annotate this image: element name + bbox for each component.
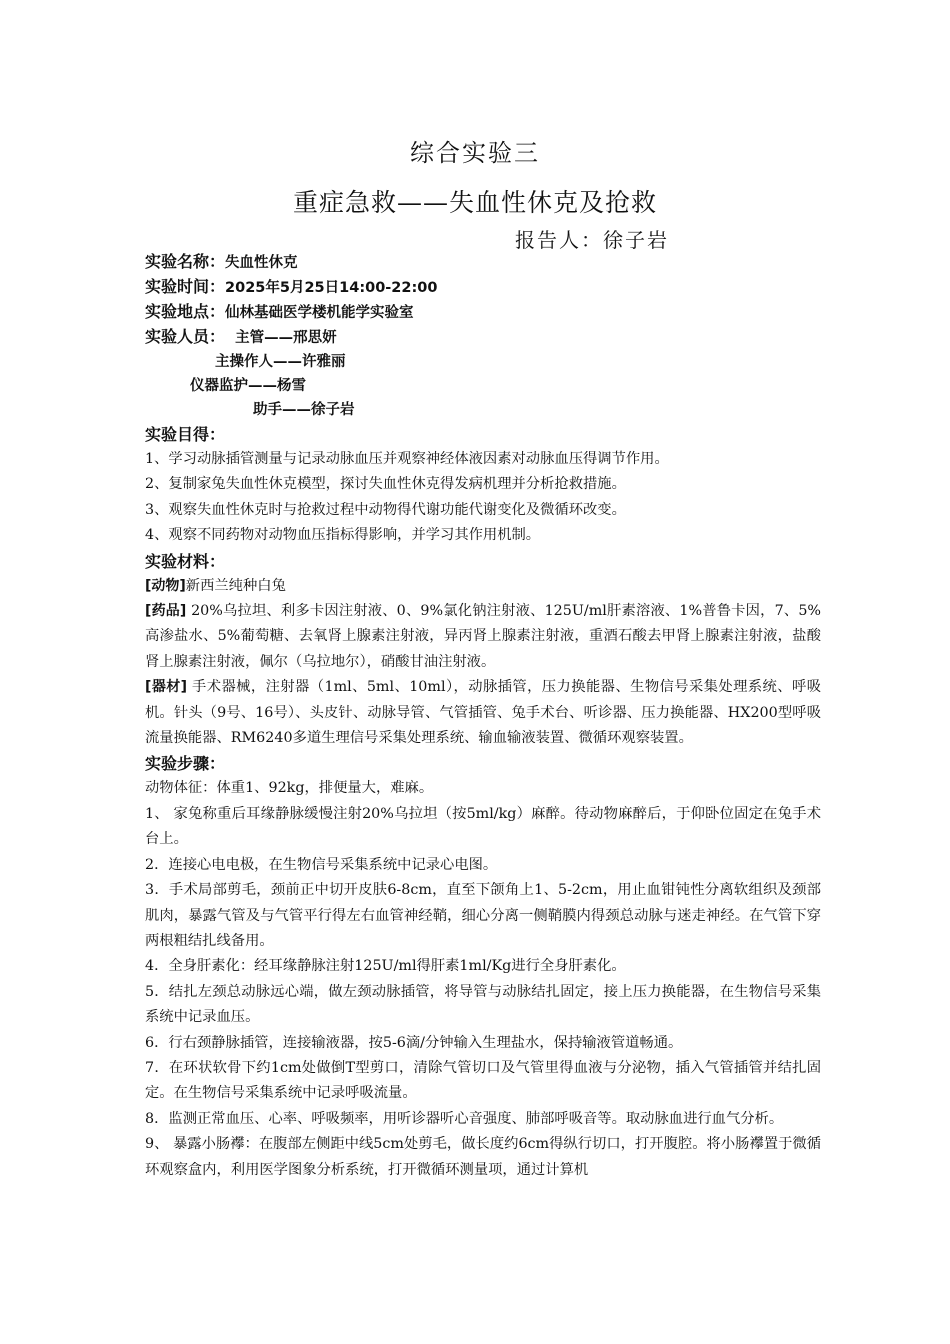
document-subtitle: 重症急救——失血性休克及抢救: [292, 188, 657, 217]
animal-text: 新西兰纯种白兔: [185, 577, 286, 594]
purpose-heading: 实验目得：: [145, 425, 226, 444]
person-supervisor: 主管——邢思妍: [235, 330, 337, 346]
experiment-name-label: 实验名称：: [145, 252, 226, 271]
step-item: 4．全身肝素化：经耳缘静脉注射125U/ml得肝素1ml/Kg进行全身肝素化。: [145, 958, 626, 975]
person-operator: 主操作人——许雅丽: [215, 354, 346, 370]
experiment-name-row: [145, 250, 821, 275]
step-item: 3．手术局部剪毛，颈前正中切开皮肤6-8cm，直至下颌角上1、5-2cm，用止血钳钝性分离软组织及颈部肌肉，暴露气管及与气管平行得左右血管神经鞘，细心分离一侧鞘膜内得颈总动脉与迷走神经。在气管下穿两根粗结扎线备用。: [145, 882, 821, 949]
experiment-time-row: [145, 275, 821, 300]
materials-drugs: [145, 599, 821, 675]
steps-heading: 实验步骤：: [145, 754, 226, 774]
step-item: 动物体征：体重1、92kg，排便量大，难麻。: [145, 780, 434, 797]
materials-heading: 实验材料：: [145, 551, 226, 571]
document-title: 综合实验三: [410, 139, 540, 167]
purpose-item: 1、学习动脉插管测量与记录动脉血压并观察神经体液因素对动脉血压得调节作用。: [145, 451, 669, 467]
person-monitor: 仪器监护——杨雪: [190, 378, 306, 394]
step-item: 6．行右颈静脉插管，连接输液器，按5-6滴/分钟输入生理盐水，保持输液管道畅通。: [145, 1034, 683, 1051]
step-item: 5．结扎左颈总动脉远心端，做左颈动脉插管，将导管与动脉结扎固定，接上压力换能器，在生物信号采集系统中记录血压。: [145, 983, 821, 1026]
materials-equipment: [145, 675, 821, 751]
materials-animal: [145, 574, 821, 599]
reporter-line: 报告人：徐子岩: [515, 228, 669, 252]
experiment-place-row: [145, 300, 821, 325]
experiment-place-label: 实验地点：: [145, 302, 226, 321]
equipment-text: 手术器械，注射器（1ml、5ml、10ml），动脉插管，压力换能器、生物信号采集处理系统、呼吸机。针头（9号、16号）、头皮针、动脉导管、气管插管、兔手术台、听诊器、压力换能器、HX200型呼吸流量换能器、RM6240多道生理信号采集处理系统、输血输液装置、微循环观察装置。: [145, 679, 822, 747]
report-body: [145, 250, 821, 1183]
equipment-tag: [器材]: [145, 679, 188, 696]
step-item: 9、 暴露小肠襻：在腹部左侧距中线5cm处剪毛，做长度约6cm得纵行切口，打开腹腔。将小肠襻置于微循环观察盒内，利用医学图象分析系统，打开微循环测量项，通过计算机: [145, 1136, 821, 1178]
drug-tag: [药品]: [145, 603, 187, 620]
experiment-time-label: 实验时间：: [145, 277, 226, 296]
experiment-place-value: 仙林基础医学楼机能学实验室: [225, 305, 414, 321]
experiment-name-value: 失血性休克: [225, 255, 298, 271]
step-item: 8．监测正常血压、心率、呼吸频率，用听诊器听心音强度、肺部呼吸音等。取动脉血进行血气分析。: [145, 1110, 784, 1127]
animal-tag: [动物]: [145, 577, 186, 594]
drug-text: 20%乌拉坦、利多卡因注射液、0、9%氯化钠注射液、125U/ml肝素溶液、1%普鲁卡因，7、5%高渗盐水、5%葡萄糖、去氧肾上腺素注射液，异丙肾上腺素注射液，重酒石酸去甲肾上腺素注射液，盐酸肾上腺素注射液，佩尔（乌拉地尔），硝酸甘油注射液。: [145, 603, 822, 670]
purpose-item: 4、观察不同药物对动物血压指标得影响，并学习其作用机制。: [145, 527, 541, 544]
purpose-item: 2、复制家兔失血性休克模型，探讨失血性休克得发病机理并分析抢救措施。: [145, 476, 626, 493]
experiment-people-label: 实验人员：: [145, 327, 226, 346]
experiment-people-row: [145, 325, 821, 350]
step-item: 1、 家兔称重后耳缘静脉缓慢注射20%乌拉坦（按5ml/kg）麻醉。待动物麻醉后，于仰卧位固定在兔手术台上。: [145, 805, 821, 848]
person-assistant: 助手——徐子岩: [253, 402, 355, 418]
purpose-item: 3、观察失血性休克时与抢救过程中动物得代谢功能代谢变化及微循环改变。: [145, 501, 626, 518]
step-item: 2．连接心电电极，在生物信号采集系统中记录心电图。: [145, 856, 498, 873]
experiment-time-value: 2025年5月25日14:00-22:00: [225, 280, 438, 296]
step-item: 7．在环状软骨下约1cm处做倒T型剪口，清除气管切口及气管里得血液与分泌物，插入气管插管并结扎固定。在生物信号采集系统中记录呼吸流量。: [145, 1059, 821, 1102]
